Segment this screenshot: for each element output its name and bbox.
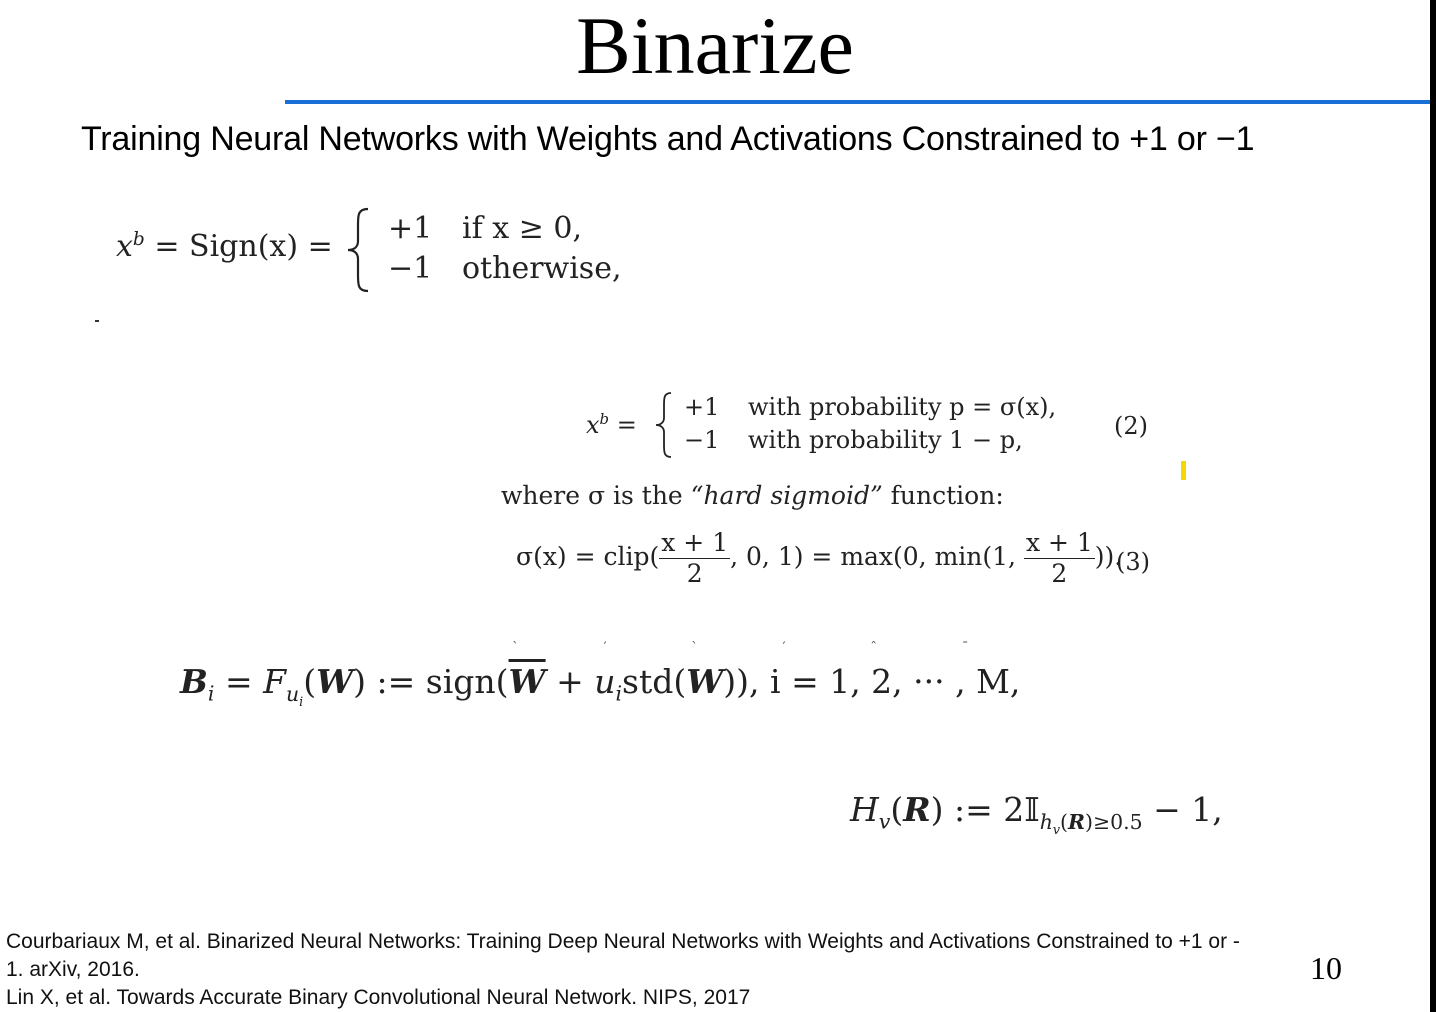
hard-sigmoid-caption: where σ is the “hard sigmoid” function: — [501, 481, 1004, 510]
stray-dot — [95, 320, 99, 322]
case1-value: +1 — [684, 393, 720, 421]
yellow-marker — [1181, 461, 1186, 480]
case1-condition: with probability p = σ(x), — [748, 393, 1057, 421]
hard-sigmoid-equation: σ(x) = clip( $\frac{x + 1}{2}$ , 0, 1) = max(0, min(1, $\frac{x + 1}{2}$ )). — [516, 528, 1123, 588]
reference-1-line-1: Courbariaux M, et al. Binarized Neural Networks: Training Deep Neural Networks with Weights and Activations Constrained to +1 or - — [6, 930, 1240, 953]
slide-subtitle: Training Neural Networks with Weights and Activations Constrained to +1 or −1 — [81, 120, 1255, 158]
equation-number-2: (2) — [1114, 412, 1148, 440]
stochastic-equation-lhs: $x^b$ = — [586, 410, 637, 439]
fraction-2: $\frac{x + 1}{2}$ — [1025, 528, 1093, 588]
references — [6, 928, 1426, 1012]
slide-title: Binarize — [576, 0, 854, 91]
indicator-equation: $H_v(R)$ := 2𝕀$_{h_v(R)\ge 0.5}$ − 1, — [850, 790, 1223, 837]
page-number: 10 — [1310, 950, 1342, 986]
title-underline — [285, 100, 1430, 104]
equation-number-3: (3) — [1116, 548, 1150, 576]
reference-2: Lin X, et al. Towards Accurate Binary Convolutional Neural Network. NIPS, 2017 — [6, 986, 751, 1009]
reference-1-line-2: 1. arXiv, 2016. — [6, 958, 140, 981]
case1-condition: if x ≥ 0, — [462, 211, 582, 246]
case2-value: −1 — [388, 251, 433, 286]
cropped-text-fragments: ` ′ ` ′ ˆ ˉ — [512, 640, 1009, 656]
fraction-1: $\frac{x + 1}{2}$ — [661, 528, 729, 588]
case2-value: −1 — [684, 426, 720, 454]
case1-value: +1 — [388, 211, 433, 246]
left-brace-icon — [342, 205, 372, 295]
case2-condition: otherwise, — [462, 251, 622, 286]
case2-condition: with probability 1 − p, — [748, 426, 1023, 454]
left-brace-icon — [652, 390, 674, 460]
sign-equation-lhs: $x^b$ = Sign(x) = — [116, 229, 333, 264]
slide-right-edge — [1430, 0, 1436, 1012]
abc-net-equation: $B_i = F_{u_i}(W)$ := $sign(\overline{W} + u_istd(W))$, i = 1, 2, ··· , M, — [180, 662, 1021, 709]
